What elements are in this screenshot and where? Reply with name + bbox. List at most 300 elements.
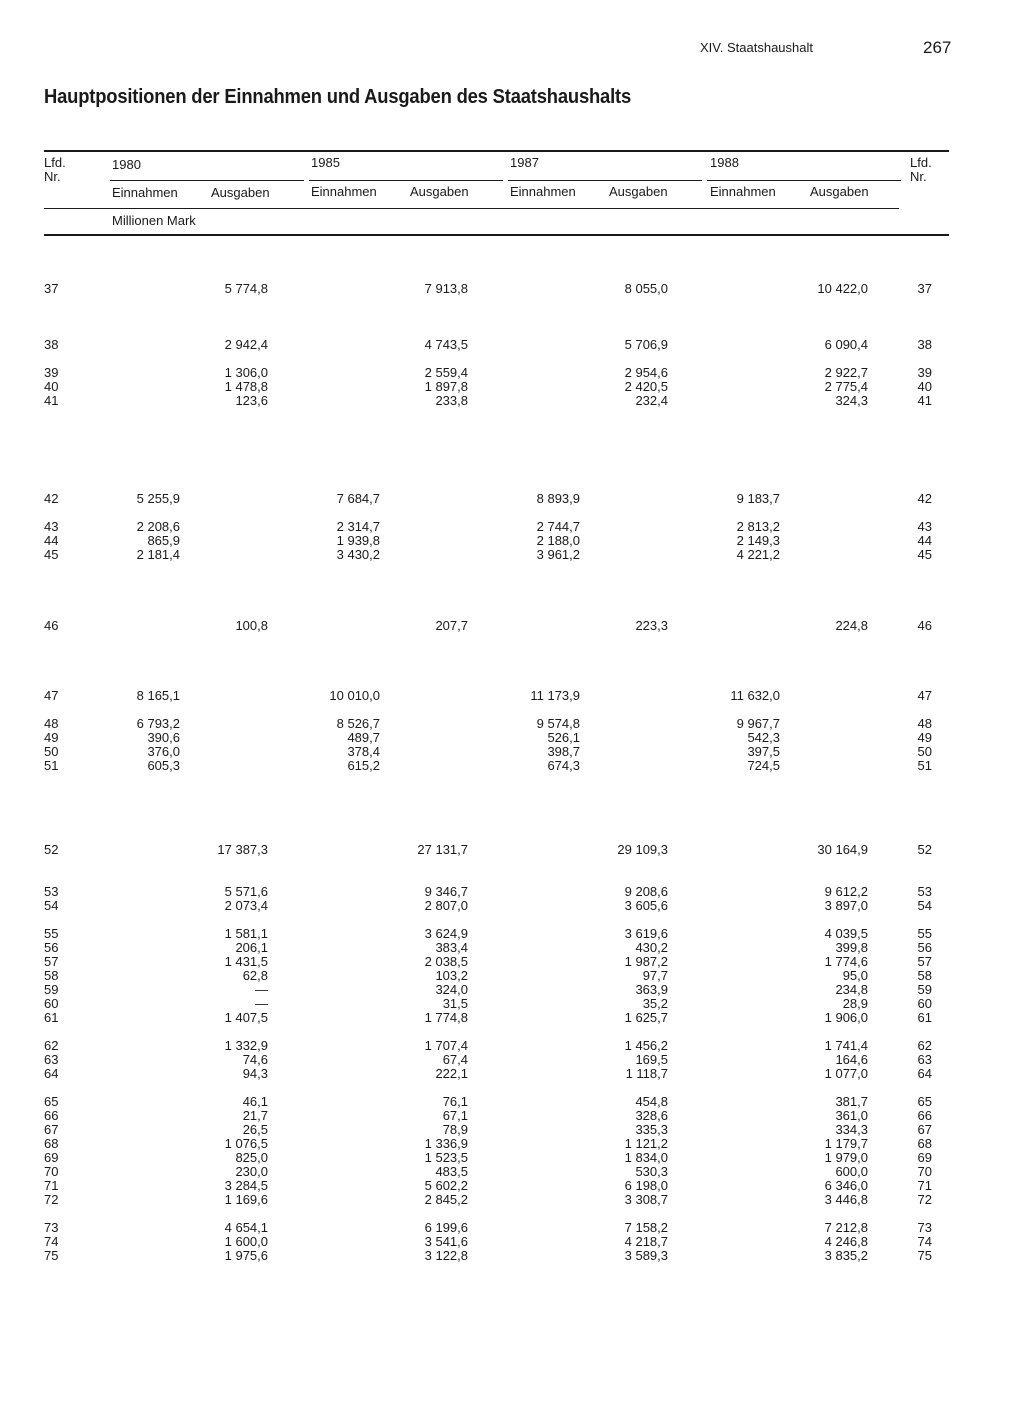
row-number-left: 55 bbox=[44, 926, 59, 941]
cell-e1987: 11 173,9 bbox=[530, 688, 580, 703]
table-row bbox=[0, 520, 1024, 534]
row-number-left: 75 bbox=[44, 1248, 59, 1263]
row-number-left: 61 bbox=[44, 1010, 59, 1025]
page-title: Hauptpositionen der Einnahmen und Ausgaben des Staatshaushalts bbox=[44, 86, 632, 108]
year-heading-1980: 1980 bbox=[112, 157, 141, 172]
cell-a1980: 1 169,6 bbox=[224, 1192, 268, 1207]
cell-e1980: 5 255,9 bbox=[136, 491, 180, 506]
cell-a1985: 1 523,5 bbox=[424, 1150, 468, 1165]
table-row bbox=[0, 717, 1024, 731]
row-number-right: 41 bbox=[917, 393, 932, 408]
cell-a1980: 100,8 bbox=[235, 618, 268, 633]
cell-e1985: 7 684,7 bbox=[336, 491, 380, 506]
cell-a1985: 324,0 bbox=[435, 982, 468, 997]
row-number-right: 52 bbox=[917, 842, 932, 857]
cell-a1988: 30 164,9 bbox=[817, 842, 868, 857]
cell-e1987: 2 188,0 bbox=[536, 533, 580, 548]
year-heading-1985: 1985 bbox=[311, 155, 340, 170]
cell-a1980: 94,3 bbox=[242, 1066, 268, 1081]
cell-a1980: 1 407,5 bbox=[224, 1010, 268, 1025]
row-number-right: 74 bbox=[917, 1234, 932, 1249]
row-number-left: 62 bbox=[44, 1038, 59, 1053]
cell-a1987: 35,2 bbox=[642, 996, 668, 1011]
cell-a1987: 430,2 bbox=[635, 940, 668, 955]
cell-a1980: 1 975,6 bbox=[224, 1248, 268, 1263]
table-row bbox=[0, 689, 1024, 703]
page-number: 267 bbox=[923, 38, 952, 57]
cell-e1988: 9 183,7 bbox=[736, 491, 780, 506]
table-row bbox=[0, 843, 1024, 857]
year-heading-1987: 1987 bbox=[510, 155, 539, 170]
cell-a1980: 5 571,6 bbox=[224, 884, 268, 899]
cell-a1988: 7 212,8 bbox=[824, 1220, 868, 1235]
cell-a1987: 3 605,6 bbox=[624, 898, 668, 913]
cell-a1980: 206,1 bbox=[235, 940, 268, 955]
row-number-right: 58 bbox=[917, 968, 932, 983]
year-rule-1988 bbox=[707, 180, 901, 181]
cell-a1988: 1 077,0 bbox=[824, 1066, 868, 1081]
row-number-right: 44 bbox=[917, 533, 932, 548]
cell-e1980: 376,0 bbox=[147, 744, 180, 759]
table-row bbox=[0, 282, 1024, 296]
cell-a1985: 5 602,2 bbox=[424, 1178, 468, 1193]
cell-a1987: 223,3 bbox=[635, 618, 668, 633]
cell-a1980: 4 654,1 bbox=[224, 1220, 268, 1235]
cell-e1988: 2 813,2 bbox=[736, 519, 780, 534]
row-number-right: 68 bbox=[917, 1136, 932, 1151]
cell-a1985: 483,5 bbox=[435, 1164, 468, 1179]
cell-a1980: 230,0 bbox=[235, 1164, 268, 1179]
cell-e1987: 8 893,9 bbox=[536, 491, 580, 506]
cell-a1987: 328,6 bbox=[635, 1108, 668, 1123]
row-number-left: 47 bbox=[44, 688, 59, 703]
cell-e1987: 3 961,2 bbox=[536, 547, 580, 562]
table-row bbox=[0, 1235, 1024, 1249]
cell-a1988: 1 906,0 bbox=[824, 1010, 868, 1025]
cell-a1987: 454,8 bbox=[635, 1094, 668, 1109]
table-row bbox=[0, 492, 1024, 506]
row-number-right: 45 bbox=[917, 547, 932, 562]
cell-e1987: 526,1 bbox=[547, 730, 580, 745]
cell-e1987: 9 574,8 bbox=[536, 716, 580, 731]
cell-a1988: 6 090,4 bbox=[824, 337, 868, 352]
row-number-right: 40 bbox=[917, 379, 932, 394]
cell-a1987: 169,5 bbox=[635, 1052, 668, 1067]
row-number-right: 51 bbox=[917, 758, 932, 773]
cell-a1985: 3 122,8 bbox=[424, 1248, 468, 1263]
cell-e1985: 489,7 bbox=[347, 730, 380, 745]
cell-a1987: 2 954,6 bbox=[624, 365, 668, 380]
table-row bbox=[0, 1137, 1024, 1151]
cell-a1980: 1 332,9 bbox=[224, 1038, 268, 1053]
row-number-left: 63 bbox=[44, 1052, 59, 1067]
row-number-right: 54 bbox=[917, 898, 932, 913]
cell-a1980: 26,5 bbox=[242, 1122, 268, 1137]
row-number-right: 43 bbox=[917, 519, 932, 534]
row-number-left: 43 bbox=[44, 519, 59, 534]
table-row bbox=[0, 619, 1024, 633]
row-number-right: 62 bbox=[917, 1038, 932, 1053]
cell-a1988: 9 612,2 bbox=[824, 884, 868, 899]
table-row bbox=[0, 997, 1024, 1011]
table-row bbox=[0, 1095, 1024, 1109]
row-number-left: 50 bbox=[44, 744, 59, 759]
unit-label: Millionen Mark bbox=[112, 213, 196, 228]
cell-e1987: 674,3 bbox=[547, 758, 580, 773]
cell-a1980: 2 942,4 bbox=[224, 337, 268, 352]
cell-e1980: 2 181,4 bbox=[136, 547, 180, 562]
cell-a1988: 4 246,8 bbox=[824, 1234, 868, 1249]
table-row bbox=[0, 927, 1024, 941]
cell-e1980: 390,6 bbox=[147, 730, 180, 745]
cell-a1980: 5 774,8 bbox=[224, 281, 268, 296]
row-number-left: 71 bbox=[44, 1178, 59, 1193]
cell-a1985: 9 346,7 bbox=[424, 884, 468, 899]
row-number-right: 70 bbox=[917, 1164, 932, 1179]
cell-a1987: 232,4 bbox=[635, 393, 668, 408]
cell-a1988: 334,3 bbox=[835, 1122, 868, 1137]
cell-a1980: 1 581,1 bbox=[224, 926, 268, 941]
cell-a1987: 97,7 bbox=[642, 968, 668, 983]
row-number-left: 51 bbox=[44, 758, 59, 773]
cell-a1985: 67,4 bbox=[442, 1052, 468, 1067]
cell-a1988: 6 346,0 bbox=[824, 1178, 868, 1193]
row-number-right: 75 bbox=[917, 1248, 932, 1263]
cell-a1980: 62,8 bbox=[242, 968, 268, 983]
cell-a1985: 233,8 bbox=[435, 393, 468, 408]
row-number-right: 60 bbox=[917, 996, 932, 1011]
cell-a1985: 1 774,8 bbox=[424, 1010, 468, 1025]
cell-a1985: 1 336,9 bbox=[424, 1136, 468, 1151]
table-row bbox=[0, 1123, 1024, 1137]
row-number-left: 64 bbox=[44, 1066, 59, 1081]
row-number-right: 39 bbox=[917, 365, 932, 380]
nr-label-right: Nr. bbox=[910, 169, 927, 184]
cell-a1987: 3 619,6 bbox=[624, 926, 668, 941]
cell-a1985: 78,9 bbox=[442, 1122, 468, 1137]
cell-a1985: 2 038,5 bbox=[424, 954, 468, 969]
cell-a1988: 324,3 bbox=[835, 393, 868, 408]
row-number-right: 63 bbox=[917, 1052, 932, 1067]
table-row bbox=[0, 1053, 1024, 1067]
cell-e1985: 615,2 bbox=[347, 758, 380, 773]
cell-a1988: 600,0 bbox=[835, 1164, 868, 1179]
cell-e1985: 3 430,2 bbox=[336, 547, 380, 562]
cell-a1987: 1 118,7 bbox=[625, 1066, 668, 1081]
row-number-right: 57 bbox=[917, 954, 932, 969]
ausgaben-heading-1985: Ausgaben bbox=[410, 184, 469, 199]
cell-a1985: 3 624,9 bbox=[424, 926, 468, 941]
table-row bbox=[0, 380, 1024, 394]
row-number-right: 59 bbox=[917, 982, 932, 997]
table-row bbox=[0, 1039, 1024, 1053]
row-number-left: 46 bbox=[44, 618, 59, 633]
cell-a1987: 29 109,3 bbox=[617, 842, 668, 857]
cell-a1985: 27 131,7 bbox=[417, 842, 468, 857]
cell-a1985: 31,5 bbox=[442, 996, 468, 1011]
row-number-left: 44 bbox=[44, 533, 59, 548]
cell-e1988: 11 632,0 bbox=[730, 688, 780, 703]
row-number-right: 48 bbox=[917, 716, 932, 731]
cell-e1980: 865,9 bbox=[147, 533, 180, 548]
cell-a1987: 530,3 bbox=[635, 1164, 668, 1179]
table-row bbox=[0, 1011, 1024, 1025]
cell-a1985: 67,1 bbox=[442, 1108, 468, 1123]
table-row bbox=[0, 885, 1024, 899]
cell-a1980: 1 600,0 bbox=[224, 1234, 268, 1249]
cell-a1987: 4 218,7 bbox=[624, 1234, 668, 1249]
table-row bbox=[0, 338, 1024, 352]
cell-a1980: 1 306,0 bbox=[224, 365, 268, 380]
year-rule-1980 bbox=[110, 180, 304, 181]
row-number-left: 66 bbox=[44, 1108, 59, 1123]
table-row bbox=[0, 969, 1024, 983]
cell-a1985: 207,7 bbox=[435, 618, 468, 633]
cell-a1980: 17 387,3 bbox=[217, 842, 268, 857]
cell-a1980: 825,0 bbox=[235, 1150, 268, 1165]
cell-e1985: 10 010,0 bbox=[329, 688, 380, 703]
einnahmen-heading-1987: Einnahmen bbox=[510, 184, 576, 199]
table-row bbox=[0, 394, 1024, 408]
row-number-right: 42 bbox=[917, 491, 932, 506]
row-number-left: 73 bbox=[44, 1220, 59, 1235]
row-number-left: 39 bbox=[44, 365, 59, 380]
cell-a1985: 4 743,5 bbox=[424, 337, 468, 352]
cell-a1988: 234,8 bbox=[835, 982, 868, 997]
cell-e1988: 397,5 bbox=[747, 744, 780, 759]
cell-a1988: 4 039,5 bbox=[824, 926, 868, 941]
cell-e1985: 1 939,8 bbox=[336, 533, 380, 548]
row-number-left: 40 bbox=[44, 379, 59, 394]
row-number-right: 72 bbox=[917, 1192, 932, 1207]
cell-a1980: 74,6 bbox=[242, 1052, 268, 1067]
nr-label-left: Nr. bbox=[44, 169, 61, 184]
cell-a1988: 1 741,4 bbox=[824, 1038, 868, 1053]
cell-a1988: 224,8 bbox=[835, 618, 868, 633]
row-number-left: 59 bbox=[44, 982, 59, 997]
cell-e1988: 542,3 bbox=[747, 730, 780, 745]
cell-a1988: 1 979,0 bbox=[824, 1150, 868, 1165]
cell-a1988: 3 835,2 bbox=[824, 1248, 868, 1263]
row-number-left: 45 bbox=[44, 547, 59, 562]
row-number-right: 71 bbox=[917, 1178, 932, 1193]
cell-a1987: 3 308,7 bbox=[624, 1192, 668, 1207]
row-number-left: 52 bbox=[44, 842, 59, 857]
cell-e1988: 4 221,2 bbox=[736, 547, 780, 562]
cell-a1987: 6 198,0 bbox=[624, 1178, 668, 1193]
table-row bbox=[0, 1109, 1024, 1123]
cell-a1985: 1 707,4 bbox=[424, 1038, 468, 1053]
table-row bbox=[0, 1165, 1024, 1179]
lfd-label-left: Lfd. bbox=[44, 155, 66, 170]
cell-a1987: 7 158,2 bbox=[624, 1220, 668, 1235]
row-number-left: 53 bbox=[44, 884, 59, 899]
cell-a1985: 1 897,8 bbox=[424, 379, 468, 394]
cell-a1985: 383,4 bbox=[435, 940, 468, 955]
row-number-left: 69 bbox=[44, 1150, 59, 1165]
einnahmen-heading-1980: Einnahmen bbox=[112, 185, 178, 200]
cell-a1988: 361,0 bbox=[835, 1108, 868, 1123]
row-number-left: 38 bbox=[44, 337, 59, 352]
row-number-left: 58 bbox=[44, 968, 59, 983]
cell-a1985: 103,2 bbox=[435, 968, 468, 983]
cell-e1980: 8 165,1 bbox=[136, 688, 180, 703]
cell-a1985: 2 845,2 bbox=[424, 1192, 468, 1207]
table-row bbox=[0, 745, 1024, 759]
table-row bbox=[0, 899, 1024, 913]
cell-a1980: — bbox=[255, 996, 268, 1011]
row-number-left: 70 bbox=[44, 1164, 59, 1179]
cell-a1987: 1 456,2 bbox=[624, 1038, 668, 1053]
cell-a1987: 5 706,9 bbox=[624, 337, 668, 352]
cell-a1988: 95,0 bbox=[842, 968, 868, 983]
cell-a1988: 1 774,6 bbox=[824, 954, 868, 969]
cell-a1987: 9 208,6 bbox=[624, 884, 668, 899]
ausgaben-heading-1987: Ausgaben bbox=[609, 184, 668, 199]
cell-a1980: 1 076,5 bbox=[224, 1136, 268, 1151]
row-number-left: 54 bbox=[44, 898, 59, 913]
row-number-right: 67 bbox=[917, 1122, 932, 1137]
table-row bbox=[0, 941, 1024, 955]
cell-a1988: 28,9 bbox=[842, 996, 868, 1011]
year-rule-1985 bbox=[309, 180, 503, 181]
table-row bbox=[0, 1221, 1024, 1235]
cell-a1980: 1 431,5 bbox=[224, 954, 268, 969]
row-number-left: 60 bbox=[44, 996, 59, 1011]
row-number-right: 65 bbox=[917, 1094, 932, 1109]
cell-a1988: 399,8 bbox=[835, 940, 868, 955]
table-row bbox=[0, 1151, 1024, 1165]
table-row bbox=[0, 731, 1024, 745]
cell-a1987: 8 055,0 bbox=[624, 281, 668, 296]
cell-e1980: 2 208,6 bbox=[136, 519, 180, 534]
cell-a1985: 2 559,4 bbox=[424, 365, 468, 380]
year-heading-1988: 1988 bbox=[710, 155, 739, 170]
cell-a1987: 1 625,7 bbox=[624, 1010, 668, 1025]
cell-a1988: 3 897,0 bbox=[824, 898, 868, 913]
row-number-right: 38 bbox=[917, 337, 932, 352]
cell-a1985: 7 913,8 bbox=[424, 281, 468, 296]
cell-a1980: 46,1 bbox=[242, 1094, 268, 1109]
row-number-right: 47 bbox=[917, 688, 932, 703]
row-number-left: 65 bbox=[44, 1094, 59, 1109]
table-row bbox=[0, 983, 1024, 997]
row-number-right: 56 bbox=[917, 940, 932, 955]
cell-a1980: 123,6 bbox=[235, 393, 268, 408]
row-number-right: 61 bbox=[917, 1010, 932, 1025]
cell-a1987: 335,3 bbox=[635, 1122, 668, 1137]
table-top-rule bbox=[44, 150, 949, 152]
einnahmen-heading-1985: Einnahmen bbox=[311, 184, 377, 199]
row-number-right: 55 bbox=[917, 926, 932, 941]
table-row bbox=[0, 548, 1024, 562]
row-number-right: 64 bbox=[917, 1066, 932, 1081]
cell-a1988: 10 422,0 bbox=[817, 281, 868, 296]
cell-e1980: 605,3 bbox=[147, 758, 180, 773]
table-row bbox=[0, 955, 1024, 969]
cell-a1985: 3 541,6 bbox=[424, 1234, 468, 1249]
cell-e1987: 2 744,7 bbox=[536, 519, 580, 534]
cell-a1987: 1 834,0 bbox=[624, 1150, 668, 1165]
cell-a1985: 2 807,0 bbox=[424, 898, 468, 913]
cell-a1988: 3 446,8 bbox=[824, 1192, 868, 1207]
row-number-right: 53 bbox=[917, 884, 932, 899]
cell-a1987: 3 589,3 bbox=[624, 1248, 668, 1263]
year-rule-1987 bbox=[508, 180, 702, 181]
row-number-left: 37 bbox=[44, 281, 59, 296]
subheader-rule bbox=[44, 208, 899, 209]
table-row bbox=[0, 1067, 1024, 1081]
cell-a1980: 2 073,4 bbox=[224, 898, 268, 913]
cell-e1985: 378,4 bbox=[347, 744, 380, 759]
row-number-left: 49 bbox=[44, 730, 59, 745]
row-number-right: 46 bbox=[917, 618, 932, 633]
row-number-left: 67 bbox=[44, 1122, 59, 1137]
cell-e1988: 9 967,7 bbox=[736, 716, 780, 731]
cell-a1988: 2 922,7 bbox=[824, 365, 868, 380]
table-row bbox=[0, 1249, 1024, 1263]
cell-a1988: 2 775,4 bbox=[824, 379, 868, 394]
row-number-right: 50 bbox=[917, 744, 932, 759]
ausgaben-heading-1980: Ausgaben bbox=[211, 185, 270, 200]
row-number-right: 69 bbox=[917, 1150, 932, 1165]
row-number-left: 68 bbox=[44, 1136, 59, 1151]
cell-e1988: 2 149,3 bbox=[736, 533, 780, 548]
lfd-label-right: Lfd. bbox=[910, 155, 932, 170]
row-number-left: 57 bbox=[44, 954, 59, 969]
cell-a1987: 2 420,5 bbox=[624, 379, 668, 394]
cell-a1987: 1 121,2 bbox=[624, 1136, 668, 1151]
einnahmen-heading-1988: Einnahmen bbox=[710, 184, 776, 199]
cell-e1985: 2 314,7 bbox=[336, 519, 380, 534]
cell-a1988: 381,7 bbox=[835, 1094, 868, 1109]
row-number-right: 73 bbox=[917, 1220, 932, 1235]
cell-a1988: 164,6 bbox=[835, 1052, 868, 1067]
cell-a1980: 21,7 bbox=[242, 1108, 268, 1123]
cell-e1980: 6 793,2 bbox=[136, 716, 180, 731]
row-number-left: 48 bbox=[44, 716, 59, 731]
cell-a1980: — bbox=[255, 982, 268, 997]
row-number-right: 66 bbox=[917, 1108, 932, 1123]
table-row bbox=[0, 366, 1024, 380]
cell-a1987: 1 987,2 bbox=[624, 954, 668, 969]
table-row bbox=[0, 1179, 1024, 1193]
cell-a1985: 76,1 bbox=[442, 1094, 468, 1109]
cell-e1987: 398,7 bbox=[547, 744, 580, 759]
row-number-left: 72 bbox=[44, 1192, 59, 1207]
cell-a1980: 3 284,5 bbox=[224, 1178, 268, 1193]
row-number-left: 56 bbox=[44, 940, 59, 955]
cell-a1985: 6 199,6 bbox=[424, 1220, 468, 1235]
ausgaben-heading-1988: Ausgaben bbox=[810, 184, 869, 199]
row-number-right: 37 bbox=[917, 281, 932, 296]
row-number-left: 74 bbox=[44, 1234, 59, 1249]
cell-a1980: 1 478,8 bbox=[224, 379, 268, 394]
table-row bbox=[0, 759, 1024, 773]
table-row bbox=[0, 1193, 1024, 1207]
row-number-left: 41 bbox=[44, 393, 59, 408]
cell-e1985: 8 526,7 bbox=[336, 716, 380, 731]
table-row bbox=[0, 534, 1024, 548]
row-number-right: 49 bbox=[917, 730, 932, 745]
row-number-left: 42 bbox=[44, 491, 59, 506]
running-head: XIV. Staatshaushalt bbox=[700, 40, 813, 55]
cell-a1988: 1 179,7 bbox=[824, 1136, 868, 1151]
cell-a1985: 222,1 bbox=[435, 1066, 468, 1081]
cell-a1987: 363,9 bbox=[635, 982, 668, 997]
table-header-bottom-rule bbox=[44, 234, 949, 236]
cell-e1988: 724,5 bbox=[747, 758, 780, 773]
